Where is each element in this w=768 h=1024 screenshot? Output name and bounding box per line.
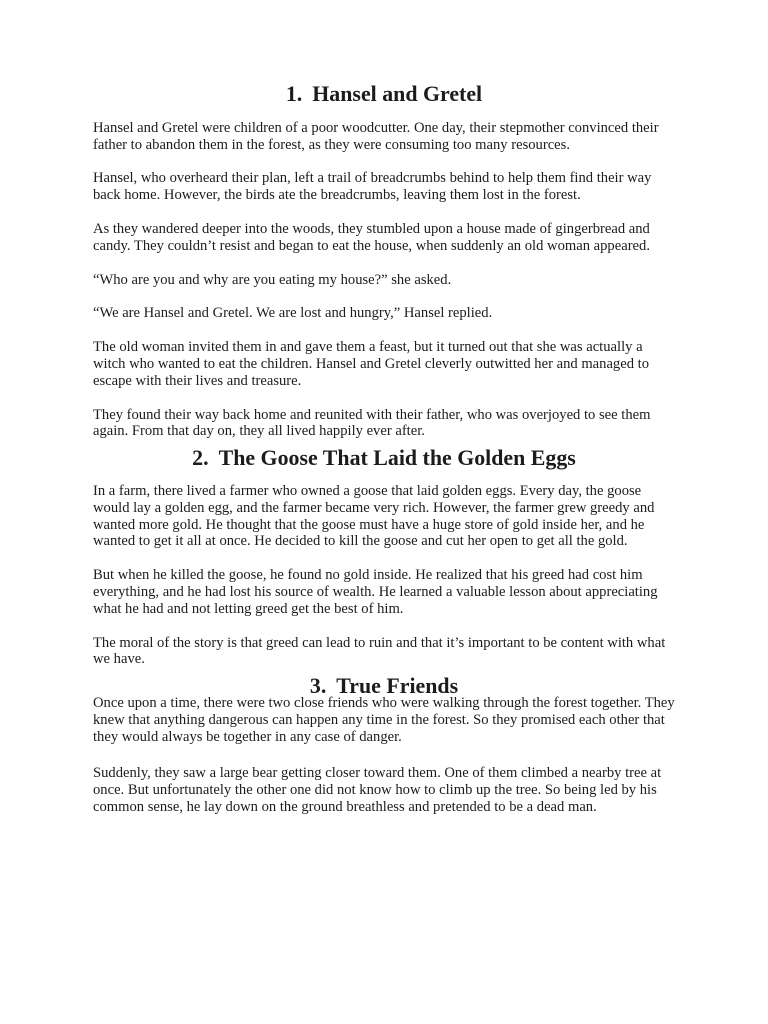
section-title-hansel-and-gretel bbox=[93, 81, 675, 106]
section-number: 2. bbox=[192, 445, 209, 471]
paragraph: Hansel, who overheard their plan, left a trail of breadcrumbs behind to help them find their way back home. However, the birds ate the breadcrumbs, leaving them lost in the forest. bbox=[93, 170, 652, 204]
paragraph: Once upon a time, there were two close friends who were walking through the forest together. They knew that anything dangerous can happen any time in the forest. So they promised each other that they would always be together in any case of danger. bbox=[93, 694, 675, 745]
section-title-true-friends bbox=[93, 673, 675, 699]
paragraph: In a farm, there lived a farmer who owned a goose that laid golden eggs. Every day, the goose would lay a golden egg, and the farmer became very rich. However, the farmer grew greedy and wanted more gold. He thought that the goose must have a huge store of gold inside her, and he wanted to get it all at once. He decided to kill the goose and cut her open to get all the gold. bbox=[93, 482, 655, 550]
paragraph: Suddenly, they saw a large bear getting closer toward them. One of them climbed a nearby tree at once. But unfortunately the other one did not know how to climb up the tree. So being led by his common sense, he lay down on the ground breathless and pretended to be a dead man. bbox=[93, 765, 662, 815]
paragraph: The moral of the story is that greed can lead to ruin and that it’s important to be content with what we have. bbox=[93, 634, 666, 668]
paragraph: “Who are you and why are you eating my house?” she asked. bbox=[93, 271, 452, 288]
document-page bbox=[93, 81, 675, 816]
paragraph: The old woman invited them in and gave them a feast, but it turned out that she was actually a witch who wanted to eat the children. Hansel and Gretel cleverly outwitted her and managed to escape with their lives and treasure. bbox=[93, 339, 649, 389]
paragraph: But when he killed the goose, he found no gold inside. He realized that his greed had cost him everything, and he had lost his source of wealth. He learned a valuable lesson about appreciating what he had and not letting greed get the best of him. bbox=[93, 567, 658, 617]
paragraph: They found their way back home and reunited with their father, who was overjoyed to see them again. From that day on, they all lived happily ever after. bbox=[93, 406, 651, 440]
section-title-text: Hansel and Gretel bbox=[312, 81, 483, 106]
section-number: 1. bbox=[285, 81, 303, 106]
paragraph: As they wandered deeper into the woods, they stumbled upon a house made of gingerbread and candy. They couldn’t resist and began to eat the house, when suddenly an old woman appeared. bbox=[93, 220, 650, 254]
section-title-goose-golden-eggs bbox=[93, 445, 675, 471]
section-number: 3. bbox=[309, 673, 327, 699]
section-title-text: The Goose That Laid the Golden Eggs bbox=[218, 445, 576, 471]
paragraph: Hansel and Gretel were children of a poor woodcutter. One day, their stepmother convinced their father to abandon them in the forest, as they were consuming too many resources. bbox=[93, 119, 659, 153]
paragraph: “We are Hansel and Gretel. We are lost and hungry,” Hansel replied. bbox=[93, 305, 493, 322]
section-title-text: True Friends bbox=[336, 673, 459, 699]
